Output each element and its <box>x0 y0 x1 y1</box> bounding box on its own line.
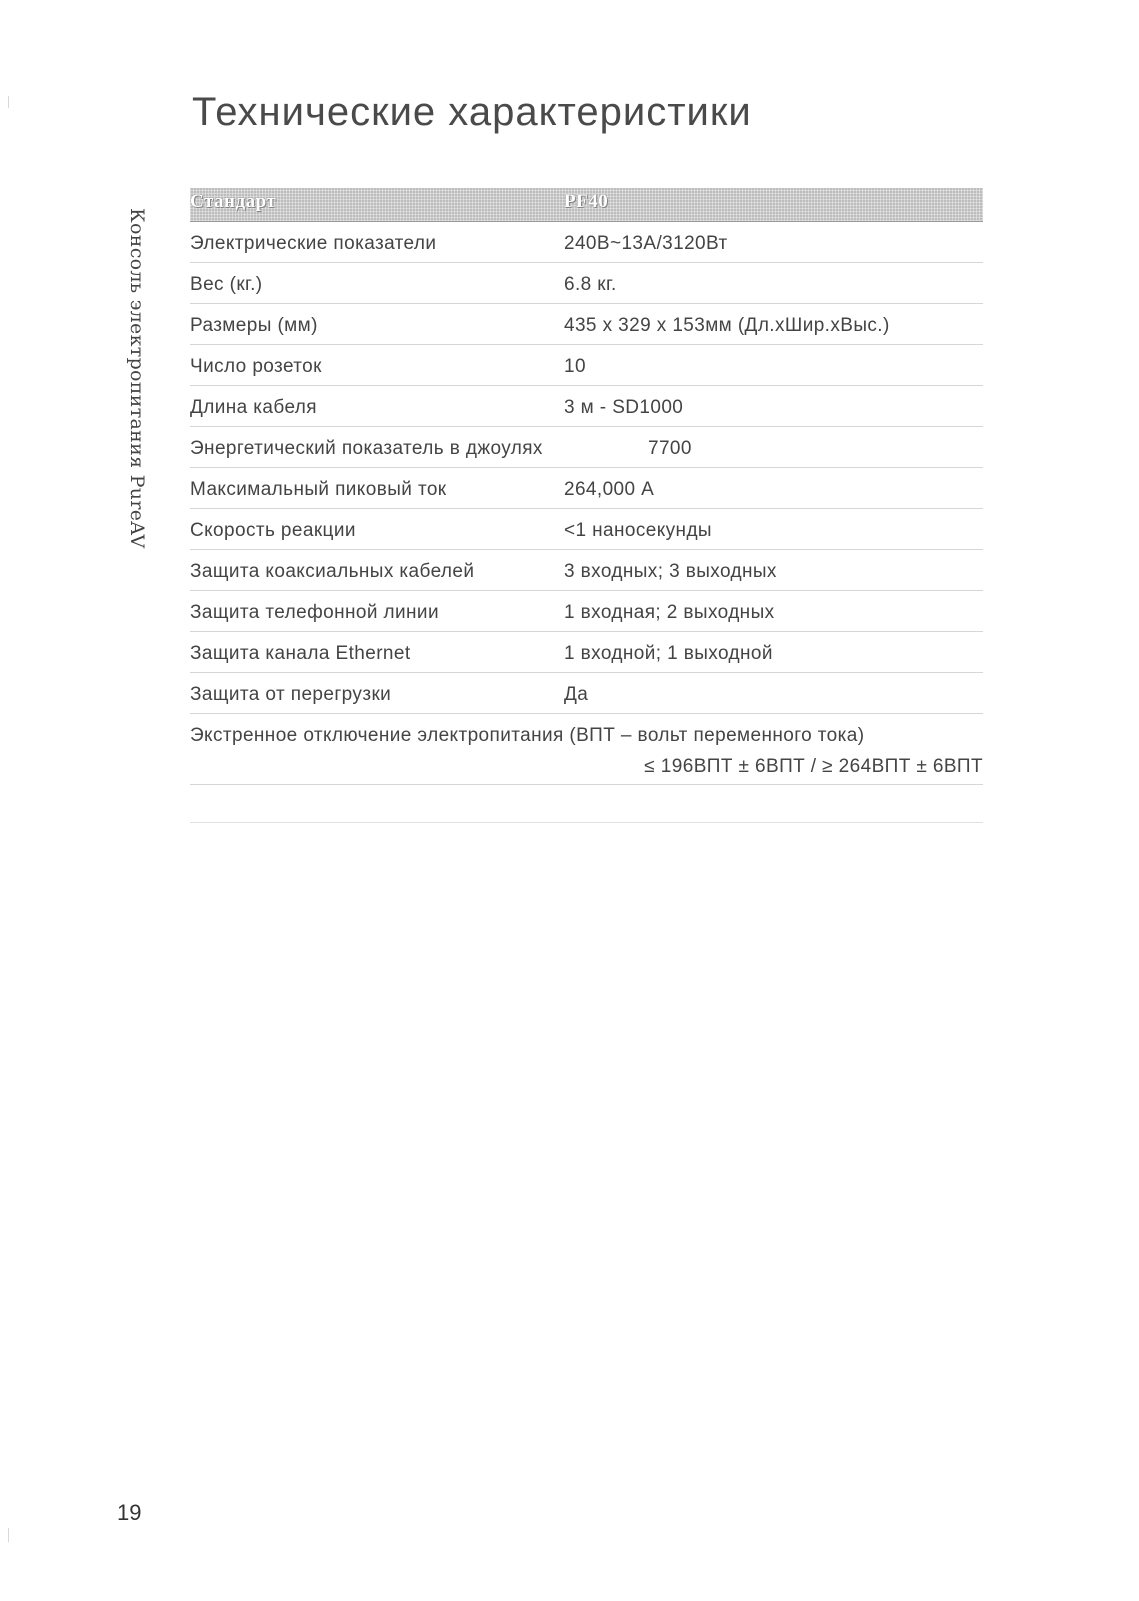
spec-param: Число розеток <box>190 356 322 377</box>
spec-param: Длина кабеля <box>190 397 317 418</box>
spec-param: Скорость реакции <box>190 520 356 541</box>
divider <box>190 822 983 823</box>
spec-row-emergency-shutdown <box>190 714 983 785</box>
spec-row-coax-protection <box>190 550 983 591</box>
spec-param: Защита канала Ethernet <box>190 643 411 664</box>
spec-value: <1 наносекунды <box>564 520 712 541</box>
page-number: 19 <box>117 1500 142 1525</box>
scan-mark <box>8 96 9 108</box>
spec-param: Защита от перегрузки <box>190 684 392 705</box>
spec-row-overload-protection <box>190 673 983 714</box>
spec-row-cable-length <box>190 386 983 427</box>
spec-value: 3 м - SD1000 <box>564 397 684 418</box>
spec-value: ≤ 196ВПТ ± 6ВПТ / ≥ 264ВПТ ± 6ВПТ <box>644 756 983 777</box>
spec-row-response-time <box>190 509 983 550</box>
spec-row-joules <box>190 427 983 468</box>
spec-row-peak-current <box>190 468 983 509</box>
header-value-label: PF40 <box>564 191 609 212</box>
spec-param: Защита телефонной линии <box>190 602 439 623</box>
spec-row-dimensions <box>190 304 983 345</box>
spec-value: 435 x 329 x 153мм (Дл.хШир.хВыс.) <box>564 315 890 336</box>
spec-table-header <box>190 188 983 222</box>
spec-param: Максимальный пиковый ток <box>190 479 447 500</box>
scan-mark <box>8 1528 9 1542</box>
spec-param: Электрические показатели <box>190 233 437 254</box>
spec-value: Да <box>564 684 589 705</box>
spec-param: Размеры (мм) <box>190 315 318 336</box>
spec-value: 7700 <box>648 438 692 459</box>
spec-value: 3 входных; 3 выходных <box>564 561 777 582</box>
spec-value: 1 входной; 1 выходной <box>564 643 773 664</box>
spec-row-ethernet-protection <box>190 632 983 673</box>
spec-value: 264,000 А <box>564 479 655 500</box>
spec-value: 240В~13А/3120Вт <box>564 233 728 254</box>
spec-row-electrical <box>190 222 983 263</box>
page-title: Технические характеристики <box>192 90 752 134</box>
spec-param: Защита коаксиальных кабелей <box>190 561 475 582</box>
spec-row-phone-protection <box>190 591 983 632</box>
header-param-label: Стандарт <box>190 191 277 212</box>
spec-value: 1 входная; 2 выходных <box>564 602 775 623</box>
spec-param: Экстренное отключение электропитания (ВПТ – вольт переменного тока) <box>190 725 865 746</box>
spec-row-outlets <box>190 345 983 386</box>
spec-table <box>190 188 983 785</box>
side-label: Консоль электропитания PureAV <box>126 208 148 549</box>
spec-value: 10 <box>564 356 586 377</box>
spec-row-weight <box>190 263 983 304</box>
spec-param: Энергетический показатель в джоулях <box>190 438 543 459</box>
spec-value: 6.8 кг. <box>564 274 617 295</box>
spec-param: Вес (кг.) <box>190 274 263 295</box>
